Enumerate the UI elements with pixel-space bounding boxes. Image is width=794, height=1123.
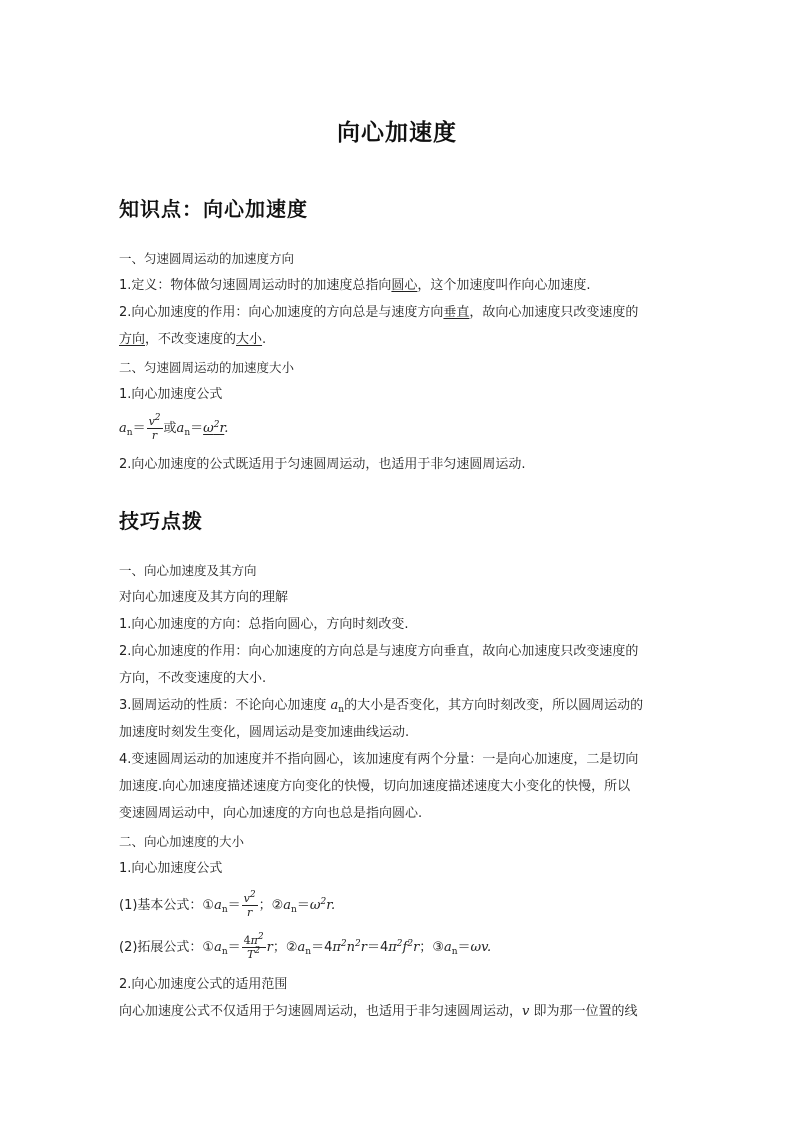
extended-formulas: (2)拓展公式：$①a_n=$ $\frac{4\pi^2}{T^2}$ r；$②a_n=4\pi^2n^2r=4\pi^2f^2r$；$③a_n=\omega v$. — [119, 932, 492, 961]
tips-point-2-line1: 2.向心加速度的作用：向心加速度的方向总是与速度方向垂直，故向心加速度只改变速度的 — [119, 644, 639, 659]
tips-point-3-line1: 3.圆周运动的性质：不论向心加速度 $a_n$的大小是否变化，其方向时刻改变，所以圆周运动的 — [119, 698, 644, 715]
tips-point-3-line2: 加速度时刻发生变化，圆周运动是变加速曲线运动. — [119, 725, 410, 740]
tips-point-1: 1.向心加速度的方向：总指向圆心，方向时刻改变. — [119, 617, 409, 632]
tips-point-4-line2: 加速度.向心加速度描述速度方向变化的快慢，切向加速度描述速度大小变化的快慢，所以 — [119, 779, 631, 794]
scope-paragraph: 2.向心加速度的公式既适用于匀速圆周运动，也适用于非匀速圆周运动. — [119, 457, 526, 472]
knowledge-subheading-direction: 一、匀速圆周运动的加速度方向 — [119, 251, 295, 266]
centripetal-formula: $a_n=$ $\frac{v^2}{r}$ 或$a_n=\omega^2r$. — [119, 413, 229, 442]
section-heading-knowledge: 知识点：向心加速度 — [119, 197, 308, 221]
tips-understanding-title: 对向心加速度及其方向的理解 — [119, 590, 289, 605]
tips-subheading-magnitude: 二、向心加速度的大小 — [119, 834, 245, 849]
basic-formulas: (1)基本公式：$①a_n=$ $\frac{v^2}{r}$ ；$②a_n=\omega^2r$. — [119, 890, 336, 919]
tips-formula-label: 1.向心加速度公式 — [119, 861, 223, 876]
tips-point-4-line1: 4.变速圆周运动的加速度并不指向圆心，该加速度有两个分量：一是向心加速度，二是切向 — [119, 752, 639, 767]
definition-paragraph: 1.定义：物体做匀速圆周运动时的加速度总指向圆心，这个加速度叫作向心加速度. — [119, 278, 591, 293]
tips-subheading-direction: 一、向心加速度及其方向 — [119, 563, 257, 578]
page-title: 向心加速度 — [337, 120, 457, 146]
tips-point-2-line2: 方向，不改变速度的大小. — [119, 671, 267, 686]
role-paragraph-line1: 2.向心加速度的作用：向心加速度的方向总是与速度方向垂直，故向心加速度只改变速度的 — [119, 305, 639, 320]
applicability-text: 向心加速度公式不仅适用于匀速圆周运动，也适用于非匀速圆周运动，v 即为那一位置的线 — [119, 1004, 638, 1019]
tips-point-4-line3: 变速圆周运动中，向心加速度的方向也总是指向圆心. — [119, 806, 423, 821]
formula-label: 1.向心加速度公式 — [119, 387, 223, 402]
applicability-label: 2.向心加速度公式的适用范围 — [119, 977, 288, 992]
role-paragraph-line2: 方向，不改变速度的大小. — [119, 332, 267, 347]
section-heading-tips: 技巧点拨 — [119, 509, 203, 533]
knowledge-subheading-magnitude: 二、匀速圆周运动的加速度大小 — [119, 360, 295, 375]
